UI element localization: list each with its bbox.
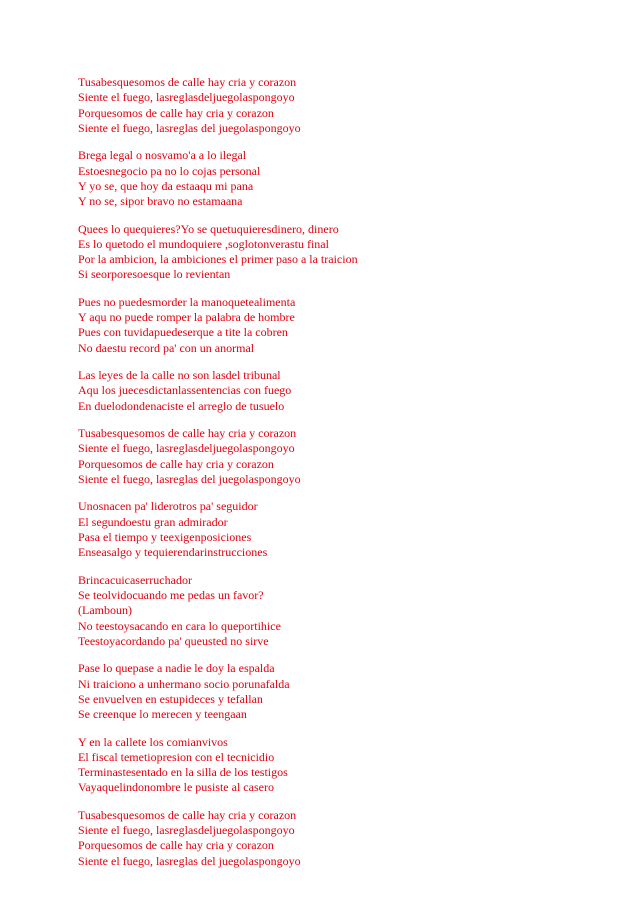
stanza bbox=[78, 368, 618, 414]
lyric-line: Si seorporesoesque lo revientan bbox=[78, 267, 231, 282]
lyric-line: Se teolvidocuando me pedas un favor? bbox=[78, 587, 264, 602]
lyric-line: Tusabesquesomos de calle hay cria y corazon bbox=[78, 426, 297, 441]
lyric-line: El segundoestu gran admirador bbox=[78, 514, 228, 529]
lyric-line: Siente el fuego, lasreglas del juegolaspongoyo bbox=[78, 853, 301, 868]
lyric-line: Y yo se, que hoy da estaaqu mi pana bbox=[78, 178, 254, 193]
stanza bbox=[78, 661, 618, 722]
lyric-line: Siente el fuego, lasreglas del juegolaspongoyo bbox=[78, 472, 301, 486]
stanza bbox=[78, 222, 618, 283]
lyric-line: Siente el fuego, lasreglasdeljuegolaspongoyo bbox=[78, 90, 295, 105]
lyric-line: Siente el fuego, lasreglas del juegolaspongoyo bbox=[78, 120, 301, 135]
lyric-line: Brincacuicaserruchador bbox=[78, 572, 192, 587]
lyric-line: Las leyes de la calle no son lasdel tribunal bbox=[78, 368, 281, 383]
stanza bbox=[78, 735, 618, 796]
lyric-line: Tusabesquesomos de calle hay cria y corazon bbox=[78, 75, 297, 89]
lyric-line: Teestoyacordando pa' queusted no sirve bbox=[78, 633, 269, 648]
lyric-line: No teestoysacando en cara lo queportihice bbox=[78, 618, 281, 633]
lyric-line: Pasa el tiempo y teexigenposiciones bbox=[78, 529, 252, 544]
lyric-line: Pase lo quepase a nadie le doy la espalda bbox=[78, 661, 275, 676]
lyric-line: Y en la callete los comianvivos bbox=[78, 734, 228, 749]
lyric-line: Terminastesentado en la silla de los testigos bbox=[78, 765, 288, 780]
lyric-line: Pues con tuvidapuedeserque a tite la cobren bbox=[78, 325, 288, 340]
lyric-line: Y aqu no puede romper la palabra de hombre bbox=[78, 310, 295, 325]
lyric-line: Brega legal o nosvamo'a a lo ilegal bbox=[78, 148, 247, 163]
lyric-line: En duelodondenaciste el arreglo de tusuelo bbox=[78, 398, 285, 413]
lyric-line: Porquesomos de calle hay cria y corazon bbox=[78, 838, 274, 853]
lyric-line: Se envuelven en estupideces y tefallan bbox=[78, 691, 263, 706]
lyric-line: Vayaquelindonombre le pusiste al casero bbox=[78, 780, 274, 795]
lyric-line: Pues no puedesmorder la manoquetealimenta bbox=[78, 294, 296, 309]
lyric-line: Es lo quetodo el mundoquiere ,soglotonverastu final bbox=[78, 236, 329, 251]
lyric-line: Enseasalgo y tequierendarinstrucciones bbox=[78, 545, 268, 560]
stanza bbox=[78, 148, 618, 209]
lyric-line: El fiscal temetiopresion con el tecnicidio bbox=[78, 749, 275, 764]
lyric-line: Por la ambicion, la ambiciones el primer paso a la traicion bbox=[78, 252, 358, 267]
stanza bbox=[78, 499, 618, 560]
lyric-line: Porquesomos de calle hay cria y corazon bbox=[78, 105, 274, 120]
lyric-line: Porquesomos de calle hay cria y corazon bbox=[78, 456, 274, 471]
lyric-line: Se creenque lo merecen y teengaan bbox=[78, 707, 247, 722]
stanza bbox=[78, 75, 618, 136]
lyric-line: Quees lo quequieres?Yo se quetuquieresdinero, dinero bbox=[78, 221, 339, 236]
lyric-line: Aqu los juecesdictanlassentencias con fuego bbox=[78, 383, 292, 398]
lyric-line: (Lamboun) bbox=[78, 603, 132, 618]
lyric-line: Tusabesquesomos de calle hay cria y corazon bbox=[78, 807, 297, 822]
stanza bbox=[78, 808, 618, 869]
stanza bbox=[78, 295, 618, 356]
lyric-line: Siente el fuego, lasreglasdeljuegolaspongoyo bbox=[78, 441, 295, 456]
lyrics-body bbox=[78, 75, 618, 881]
lyric-line: Y no se, sipor bravo no estamaana bbox=[78, 194, 243, 209]
lyric-line: Estoesnegocio pa no lo cojas personal bbox=[78, 163, 261, 178]
lyric-line: Ni traiciono a unhermano socio porunafalda bbox=[78, 676, 290, 691]
stanza bbox=[78, 426, 618, 487]
lyric-line: Siente el fuego, lasreglasdeljuegolaspongoyo bbox=[78, 823, 295, 838]
lyric-line: No daestu record pa' con un anormal bbox=[78, 340, 255, 355]
stanza bbox=[78, 573, 618, 649]
lyric-line: Unosnacen pa' liderotros pa' seguidor bbox=[78, 499, 258, 514]
